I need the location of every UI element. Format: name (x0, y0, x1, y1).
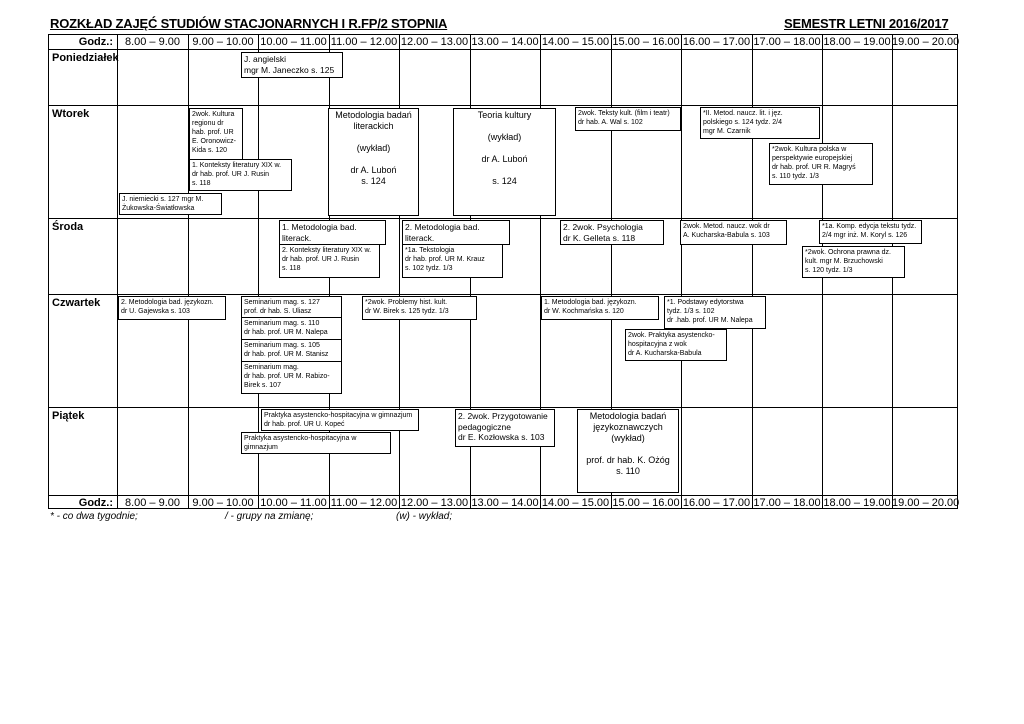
time-header-4: 12.00 – 13.00 (400, 36, 469, 48)
hours-label-bottom: Godz.: (78, 497, 113, 509)
time-footer-4: 12.00 – 13.00 (400, 497, 469, 509)
time-footer-6: 14.00 – 15.00 (541, 497, 610, 509)
time-footer-8: 16.00 – 17.00 (682, 497, 751, 509)
class-block: 2wok. Metod. naucz. wok dr A. Kucharska-Babula s. 103 (680, 220, 787, 245)
legend-lecture: (w) - wykład; (396, 511, 453, 522)
time-footer-2: 10.00 – 11.00 (260, 497, 327, 509)
time-header-10: 18.00 – 19.00 (823, 36, 891, 48)
class-block: *2wok. Problemy hist. kult. dr W. Birek s. 125 tydz. 1/3 (362, 296, 477, 320)
day-wednesday: Środa (52, 221, 84, 233)
time-header-0: 8.00 – 9.00 (124, 36, 181, 48)
time-footer-10: 18.00 – 19.00 (823, 497, 891, 509)
time-header-3: 11.00 – 12.00 (330, 36, 398, 48)
class-block: 2. 2wok. Przygotowanie pedagogiczne dr E. Kozłowska s. 103 (455, 409, 555, 447)
class-block: 2. 2wok. Psychologia dr K. Gelleta s. 118 (560, 220, 664, 245)
class-block: Seminarium mag. s. 105 dr hab. prof. UR M. Stanisz (241, 339, 342, 362)
semester-label: SEMESTR LETNI 2016/2017 (784, 16, 949, 31)
time-footer-11: 19.00 – 20.00 (892, 497, 960, 509)
class-block: *1. Podstawy edytorstwa tydz. 1/3 s. 102 dr .hab. prof. UR M. Nalepa (664, 296, 766, 329)
time-footer-7: 15.00 – 16.00 (612, 497, 680, 509)
class-block: Seminarium mag. s. 127 prof. dr hab. S. Uliasz (241, 296, 342, 318)
time-header-11: 19.00 – 20.00 (892, 36, 960, 48)
time-header-9: 17.00 – 18.00 (753, 36, 821, 48)
class-block: *1a. Komp. edycja tekstu tydz. 2/4 mgr inż. M. Koryl s. 126 (819, 220, 922, 244)
time-header-6: 14.00 – 15.00 (541, 36, 610, 48)
time-footer-9: 17.00 – 18.00 (753, 497, 821, 509)
time-footer-1: 9.00 – 10.00 (192, 497, 254, 509)
time-header-2: 10.00 – 11.00 (260, 36, 327, 48)
class-block: Metodologia badań literackich (wykład) dr A. Luboń s. 124 (328, 108, 419, 216)
class-block: 2. Metodologia bad. językozn. dr U. Gajewska s. 103 (118, 296, 226, 320)
class-block: *1a. Tekstologia dr hab. prof. UR M. Krauz s. 102 tydz. 1/3 (402, 244, 503, 278)
schedule-title: ROZKŁAD ZAJĘĆ STUDIÓW STACJONARNYCH I R.FP/2 STOPNIA (50, 16, 448, 31)
class-block: Seminarium mag. dr hab. prof. UR M. Rabizo- Birek s. 107 (241, 361, 342, 394)
class-block: J. niemiecki s. 127 mgr M. Żukowska-Światłowska (119, 193, 222, 215)
class-block: 1. Metodologia bad. literack. (279, 220, 386, 245)
class-block: Seminarium mag. s. 110 dr hab. prof. UR M. Nalepa (241, 317, 342, 340)
class-block: 2wok. Teksty kult. (film i teatr) dr hab. A. Wal s. 102 (575, 107, 681, 131)
class-block: 1. Metodologia bad. językozn. dr W. Kochmańska s. 120 (541, 296, 659, 320)
time-footer-5: 13.00 – 14.00 (471, 497, 539, 509)
class-block: 1. Konteksty literatury XIX w. dr hab. prof. UR J. Rusin s. 118 (189, 159, 292, 191)
time-header-7: 15.00 – 16.00 (612, 36, 680, 48)
class-block: *II. Metod. naucz. lit. i jęz. polskiego s. 124 tydz. 2/4 mgr M. Czarnik (700, 107, 820, 139)
day-monday: Poniedziałek (52, 52, 119, 64)
class-block: *2wok. Kultura polska w perspektywie europejskiej dr hab. prof. UR R. Magryś s. 110 tydz. 1/3 (769, 143, 873, 185)
time-header-8: 16.00 – 17.00 (682, 36, 751, 48)
class-block: J. angielski mgr M. Janeczko s. 125 (241, 52, 343, 78)
class-block: Teoria kultury (wykład) dr A. Luboń s. 124 (453, 108, 556, 216)
class-block: 2wok. Kultura regionu dr hab. prof. UR E. Oronowicz- Kida s. 120 (189, 108, 243, 160)
legend-alternating: / - grupy na zmianę; (225, 511, 314, 522)
time-header-5: 13.00 – 14.00 (471, 36, 539, 48)
class-block: 2wok. Praktyka asystencko- hospitacyjna z wok dr A. Kucharska-Babula (625, 329, 727, 361)
schedule-grid (48, 34, 958, 509)
hours-label-top: Godz.: (78, 36, 113, 48)
legend-biweekly: * - co dwa tygodnie; (50, 511, 138, 522)
time-header-1: 9.00 – 10.00 (192, 36, 254, 48)
time-footer-0: 8.00 – 9.00 (124, 497, 181, 509)
class-block: Praktyka asystencko-hospitacyjna w gimnazjum dr hab. prof. UR U. Kopeć (261, 409, 419, 431)
day-tuesday: Wtorek (52, 108, 90, 120)
class-block: 2. Konteksty literatury XIX w. dr hab. prof. UR J. Rusin s. 118 (279, 244, 380, 278)
class-block: 2. Metodologia bad. literack. (402, 220, 510, 245)
time-footer-3: 11.00 – 12.00 (330, 497, 398, 509)
day-friday: Piątek (52, 410, 85, 422)
day-thursday: Czwartek (52, 297, 101, 309)
class-block: Praktyka asystencko-hospitacyjna w gimnazjum (241, 432, 391, 454)
class-block: Metodologia badań językoznawczych (wykład) prof. dr hab. K. Ożóg s. 110 (577, 409, 679, 493)
class-block: *2wok. Ochrona prawna dz. kult. mgr M. Brzuchowski s. 120 tydz. 1/3 (802, 246, 905, 278)
